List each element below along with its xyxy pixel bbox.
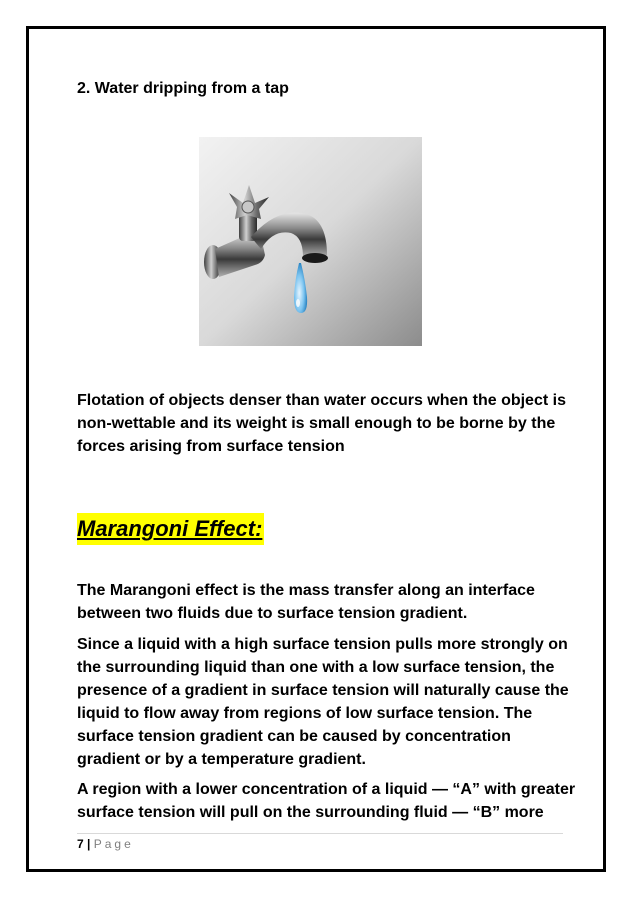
paragraph-definition: The Marangoni effect is the mass transfer along an interface between two fluids due to surface tension gradient. [77, 582, 535, 622]
footer-divider [77, 833, 563, 834]
page-footer [77, 837, 134, 851]
footer-separator: | [87, 837, 91, 851]
tap-image [199, 137, 422, 346]
page-number: 7 [77, 837, 84, 851]
section-title-marangoni: Marangoni Effect: [77, 513, 264, 545]
section-heading: 2. Water dripping from a tap [77, 80, 289, 97]
paragraph-concentration: A region with a lower concentration of a liquid — “A” with greater surface tension will pull on the surrounding fluid — “B” more [77, 781, 576, 821]
faucet-illustration [199, 137, 422, 346]
paragraph-explanation: Since a liquid with a high surface tension pulls more strongly on the surrounding liquid than one with a low surface tension, the presence of a gradient in surface tension will naturally cause the liquid to flow away from regions of low surface tension. The surface tension gradient can be caused by concentration gradient or by a temperature gradient. [77, 636, 569, 768]
page-label: Page [93, 837, 134, 851]
paragraph-flotation: Flotation of objects denser than water occurs when the object is non-wettable and its weight is small enough to be borne by the forces arising from surface tension [77, 392, 566, 455]
